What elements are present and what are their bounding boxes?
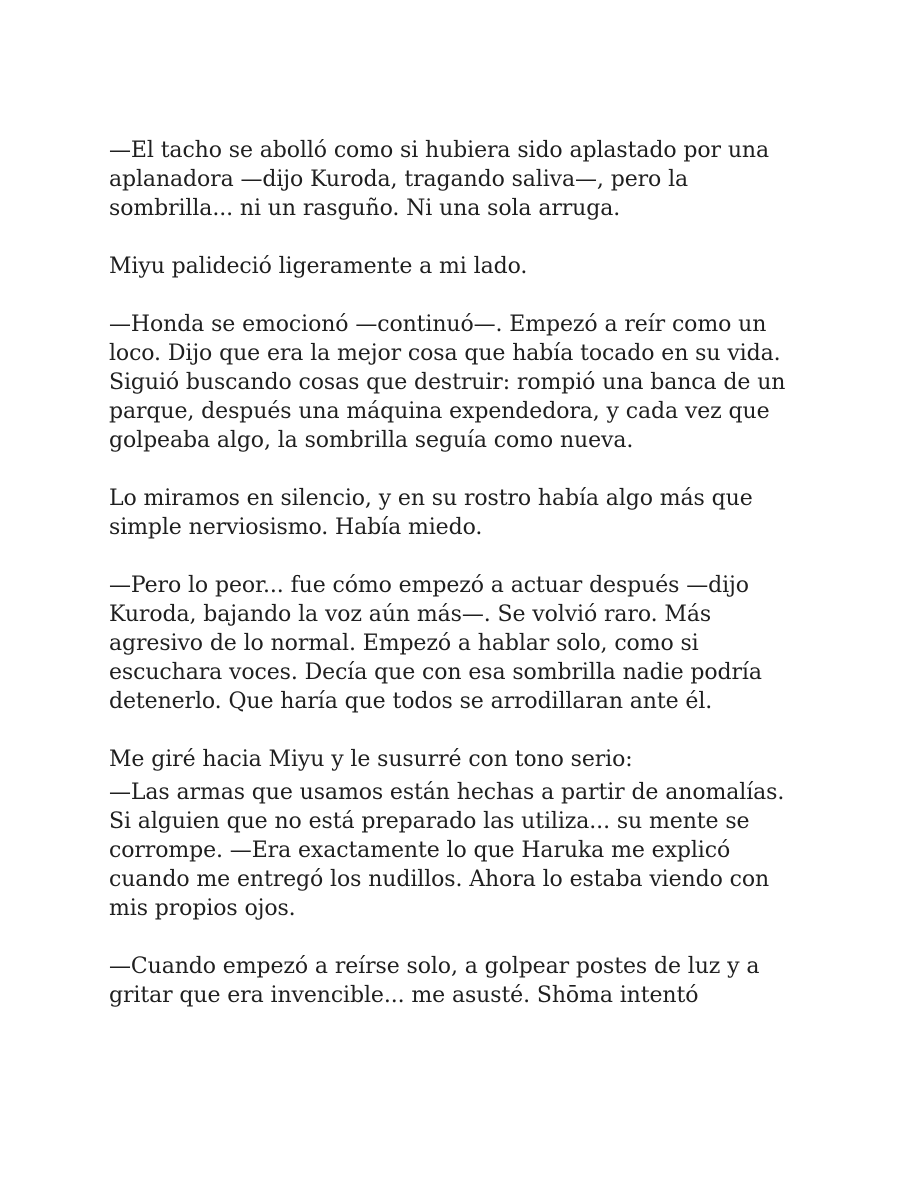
paragraph-4: Lo miramos en silencio, y en su rostro había algo más que simple nerviosismo. Había miedo. bbox=[109, 486, 753, 540]
paragraph-3: —Honda se emocionó —continuó—. Empezó a reír como un loco. Dijo que era la mejor cosa que había tocado en su vida. Siguió buscando cosas que destruir: rompió una banca de un parque, después una máquina expendedora, y cada vez que golpeaba algo, la sombrilla seguía como nueva. bbox=[109, 312, 786, 453]
paragraph-6: Me giré hacia Miyu y le susurré con tono serio: bbox=[109, 747, 633, 772]
paragraph-5: —Pero lo peor... fue cómo empezó a actuar después —dijo Kuroda, bajando la voz aún más—. Se volvió raro. Más agresivo de lo normal. Empezó a hablar solo, como si escuchara voces. Decía que con esa sombrilla nadie podría detenerlo. Que haría que todos se arrodillaran ante él. bbox=[109, 573, 762, 714]
paragraph-7: —Las armas que usamos están hechas a partir de anomalías. Si alguien que no está preparado las utiliza... su mente se corrompe. —Era exactamente lo que Haruka me explicó cuando me entregó los nudillos. Ahora lo estaba viendo con mis propios ojos. bbox=[109, 780, 785, 921]
document-page bbox=[109, 136, 809, 1010]
paragraph-8: —Cuando empezó a reírse solo, a golpear postes de luz y a gritar que era invencible... me asusté. Shōma intentó bbox=[109, 954, 760, 1008]
paragraph-2: Miyu palideció ligeramente a mi lado. bbox=[109, 254, 528, 279]
paragraph-1: —El tacho se abolló como si hubiera sido aplastado por una aplanadora —dijo Kuroda, tragando saliva—, pero la sombrilla... ni un rasguño. Ni una sola arruga. bbox=[109, 138, 769, 221]
